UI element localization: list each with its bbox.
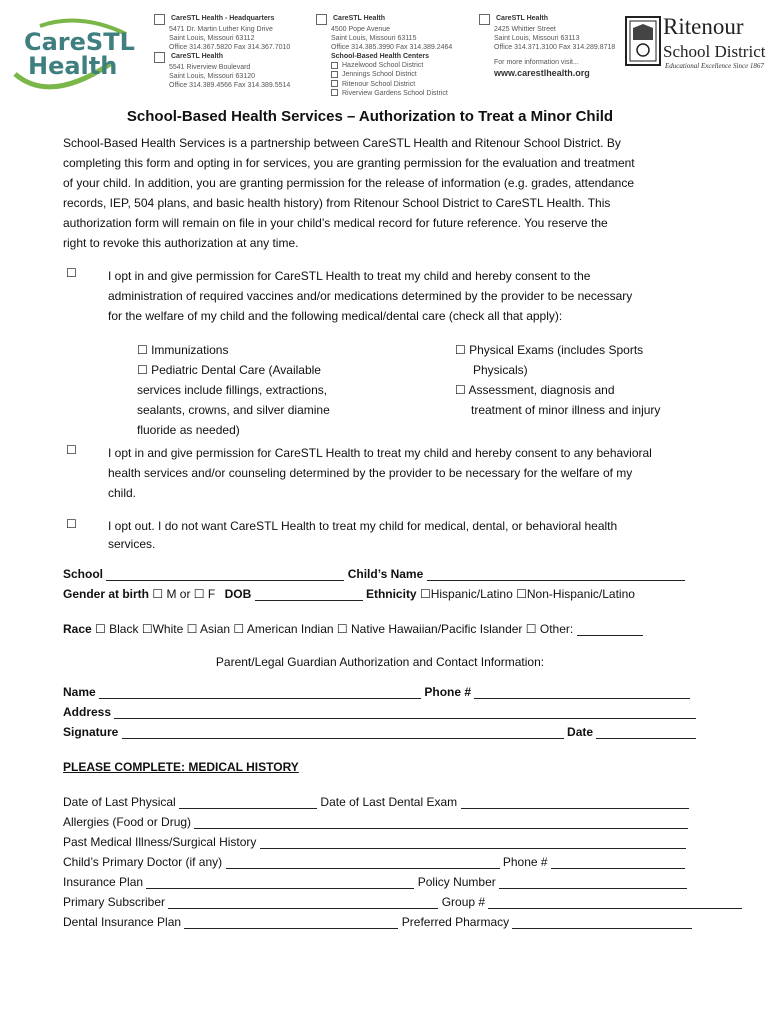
pharmacy-field[interactable] bbox=[512, 928, 692, 929]
website-link[interactable]: www.carestlhealth.org bbox=[494, 68, 590, 78]
opt-in-medical-text: I opt in and give permission for CareSTL Health to treat my child and hereby consent to the administration of required vaccines and/or medications determined by the provider to be necessary for the welfare of my child and the following medical/dental care (check all that apply): bbox=[108, 269, 633, 323]
last-physical-field[interactable] bbox=[179, 808, 317, 809]
logo-line2: Health bbox=[28, 52, 118, 80]
dental-option[interactable]: ☐ Pediatric Dental Care (Available bbox=[137, 363, 321, 377]
page-title: School-Based Health Services – Authorization to Treat a Minor Child bbox=[126, 108, 614, 125]
race-white-checkbox[interactable]: ☐White bbox=[141, 622, 184, 636]
doctor-phone-field[interactable] bbox=[551, 868, 685, 869]
school-crest-icon bbox=[625, 16, 661, 66]
sbhc-list: School-Based Health Centers Hazelwood School District Jennings School District Ritenour School District Riverview Gardens School District bbox=[331, 53, 448, 97]
physical-exam-option[interactable]: ☐ Physical Exams (includes Sports bbox=[455, 343, 644, 357]
policy-number-field[interactable] bbox=[499, 888, 687, 889]
ritenour-logo bbox=[625, 14, 770, 72]
guardian-name-row: Name Phone # bbox=[63, 685, 753, 699]
logo-line1: CareSTL bbox=[24, 28, 135, 56]
signature-field[interactable] bbox=[122, 738, 564, 739]
opt-out-checkbox[interactable]: ☐ bbox=[66, 517, 77, 531]
group-field[interactable] bbox=[488, 908, 742, 909]
guardian-signature-row: Signature Date bbox=[63, 725, 753, 739]
medical-history-heading: PLEASE COMPLETE: MEDICAL HISTORY bbox=[63, 760, 299, 774]
race-other-checkbox[interactable]: ☐ Other: bbox=[525, 622, 574, 636]
assessment-option[interactable]: ☐ Assessment, diagnosis and bbox=[455, 383, 615, 397]
male-checkbox[interactable]: ☐ M or bbox=[152, 587, 191, 601]
child-name-field[interactable] bbox=[427, 580, 685, 581]
primary-doctor-field[interactable] bbox=[226, 868, 500, 869]
race-black-checkbox[interactable]: ☐ Black bbox=[95, 622, 139, 636]
location-riverview: CareSTL Health 5541 Riverview Boulevard Saint Louis, Missouri 63120 Office 314.389.4566 Fax 314.389.5514 bbox=[154, 52, 314, 91]
dental-insurance-row: Dental Insurance Plan Preferred Pharmacy bbox=[63, 915, 753, 929]
guardian-name-field[interactable] bbox=[99, 698, 421, 699]
race-other-field[interactable] bbox=[577, 635, 643, 636]
past-illness-row: Past Medical Illness/Surgical History bbox=[63, 835, 753, 849]
care-left-options: ☐ Immunizations ☐ Pediatric Dental Care (Available services include fillings, extractions, sealants, crowns, and silver diamine fluoride as needed) bbox=[137, 340, 377, 440]
opt-in-behavioral-text: I opt in and give permission for CareSTL Health to treat my child and hereby consent to any behavioral health services and/or counseling determined by the provider to be necessary for the welfare of my child. bbox=[108, 446, 652, 500]
primary-doctor-row: Child’s Primary Doctor (if any) Phone # bbox=[63, 855, 753, 869]
subscriber-row: Primary Subscriber Group # bbox=[63, 895, 753, 909]
location-whittier: CareSTL Health 2425 Whittier Street Saint Louis, Missouri 63113 Office 314.371.3100 Fax 314.289.8718 bbox=[479, 14, 629, 53]
guardian-heading: Parent/Legal Guardian Authorization and Contact Information: bbox=[215, 655, 545, 669]
allergies-row: Allergies (Food or Drug) bbox=[63, 815, 753, 829]
district-name-1: Ritenour bbox=[663, 14, 744, 39]
insurance-plan-field[interactable] bbox=[146, 888, 414, 889]
allergies-field[interactable] bbox=[194, 828, 688, 829]
location-pope: CareSTL Health 4500 Pope Avenue Saint Louis, Missouri 63115 Office 314.385.3990 Fax 314.389.2464 bbox=[316, 14, 476, 53]
immunizations-option[interactable]: ☐ Immunizations bbox=[137, 343, 229, 357]
school-field[interactable] bbox=[106, 580, 344, 581]
dental-plan-field[interactable] bbox=[184, 928, 398, 929]
race-row: Race ☐ Black ☐White ☐ Asian ☐ American Indian ☐ Native Hawaiian/Pacific Islander ☐ Other: bbox=[63, 622, 763, 636]
physical-dental-row: Date of Last Physical Date of Last Dental Exam bbox=[63, 795, 753, 809]
insurance-row: Insurance Plan Policy Number bbox=[63, 875, 753, 889]
guardian-address-row: Address bbox=[63, 705, 753, 719]
opt-in-behavioral-checkbox[interactable]: ☐ bbox=[66, 443, 77, 457]
opt-in-medical-checkbox[interactable]: ☐ bbox=[66, 266, 77, 280]
district-name-2: School District bbox=[663, 42, 766, 61]
dob-field[interactable] bbox=[255, 600, 363, 601]
intro-paragraph: School-Based Health Services is a partnership between CareSTL Health and Ritenour School District. By completing this form and opting in for services, you are granting permission for the evaluation and treatment of your child. In addition, you are granting permission for the release of information (e.g. grades, attendance records, IEP, 504 plans, and basic health history) from Ritenour School District to CareSTL Health. This authorization form will remain on file in your child’s medical record for future reference. You reserve the right to revoke this authorization at any time. bbox=[63, 136, 635, 250]
race-asian-checkbox[interactable]: ☐ Asian bbox=[186, 622, 231, 636]
race-pacific-checkbox[interactable]: ☐ Native Hawaiian/Pacific Islander bbox=[336, 622, 523, 636]
care-right-options: ☐ Physical Exams (includes Sports Physicals) ☐ Assessment, diagnosis and treatment of minor illness and injury bbox=[455, 340, 755, 420]
district-tagline: Educational Excellence Since 1867 bbox=[665, 62, 764, 70]
opt-out-text: I opt out. I do not want CareSTL Health to treat my child for medical, dental, or behavioral health services. bbox=[108, 519, 618, 551]
hispanic-checkbox[interactable]: ☐Hispanic/Latino bbox=[419, 587, 513, 601]
carestl-logo bbox=[10, 14, 135, 92]
guardian-address-field[interactable] bbox=[114, 718, 696, 719]
primary-subscriber-field[interactable] bbox=[168, 908, 438, 909]
non-hispanic-checkbox[interactable]: ☐Non-Hispanic/Latino bbox=[516, 587, 635, 601]
race-american-indian-checkbox[interactable]: ☐ American Indian bbox=[233, 622, 334, 636]
female-checkbox[interactable]: ☐ F bbox=[193, 587, 216, 601]
location-hq: CareSTL Health - Headquarters 5471 Dr. Martin Luther King Drive Saint Louis, Missouri 63112 Office 314.367.5820 Fax 314.367.7010 bbox=[154, 14, 314, 53]
gender-row: Gender at birth ☐ M or ☐ F DOB Ethnicity ☐Hispanic/Latino ☐Non-Hispanic/Latino bbox=[63, 587, 635, 601]
date-field[interactable] bbox=[596, 738, 696, 739]
guardian-phone-field[interactable] bbox=[474, 698, 690, 699]
school-child-row: School Child’s Name bbox=[63, 567, 753, 581]
last-dental-field[interactable] bbox=[461, 808, 689, 809]
more-info: For more information visit... bbox=[494, 59, 579, 66]
past-illness-field[interactable] bbox=[260, 848, 686, 849]
